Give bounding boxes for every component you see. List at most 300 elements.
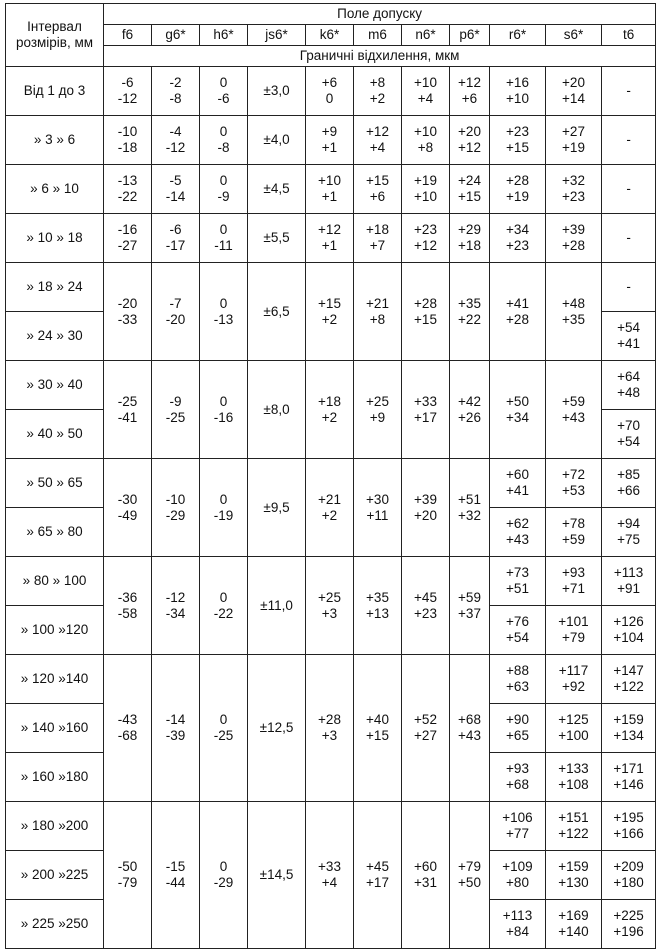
p6-cell [450, 263, 490, 361]
s6-upper: +125 [558, 712, 589, 727]
f6-lower: -27 [117, 238, 138, 253]
interval-cell: » 160 »180 [6, 753, 104, 802]
k6-cell [306, 459, 354, 557]
m6-upper: +18 [366, 222, 389, 237]
r6-upper: +41 [506, 295, 529, 311]
r6-cell [490, 67, 546, 116]
n6-lower: +31 [414, 875, 437, 890]
interval-cell: » 180 »200 [6, 802, 104, 851]
n6-upper: +19 [414, 173, 437, 188]
g6-cell [152, 263, 200, 361]
p6-cell [450, 214, 490, 263]
f6-upper: -13 [117, 173, 138, 188]
n6-lower: +12 [414, 238, 437, 253]
f6-upper: -6 [121, 75, 134, 90]
s6-cell [546, 900, 602, 949]
k6-upper: +33 [318, 859, 341, 874]
r6-upper: +109 [502, 859, 533, 874]
g6-upper: -5 [169, 173, 182, 188]
r6-upper: +113 [502, 908, 533, 923]
g6-upper: -6 [169, 222, 182, 237]
m6-upper: +12 [366, 124, 389, 139]
r6-cell [490, 361, 546, 459]
r6-upper: +73 [506, 565, 529, 580]
t6-cell [602, 508, 656, 557]
t6-lower: +75 [617, 532, 641, 547]
interval-cell: » 100 »120 [6, 606, 104, 655]
s6-upper: +101 [558, 614, 589, 629]
k6-cell [306, 557, 354, 655]
k6-lower: +1 [321, 140, 338, 155]
s6-lower: +140 [558, 924, 589, 939]
g6-cell [152, 214, 200, 263]
r6-upper: +93 [506, 761, 529, 776]
h6-cell [200, 557, 248, 655]
k6-lower: +1 [321, 238, 338, 253]
t6-upper: +225 [613, 908, 644, 923]
g6-cell [152, 361, 200, 459]
p6-cell [450, 116, 490, 165]
p6-cell [450, 459, 490, 557]
s6-lower: +100 [558, 728, 589, 743]
f6-cell [104, 802, 152, 949]
t6-cell [602, 606, 656, 655]
f6-cell [104, 459, 152, 557]
m6-lower: +8 [369, 311, 386, 327]
k6-upper: +18 [318, 393, 341, 409]
r6-lower: +28 [506, 311, 529, 327]
js6-cell: ±8,0 [248, 361, 306, 459]
t6-upper: +54 [617, 320, 641, 335]
h6-cell [200, 459, 248, 557]
s6-cell [546, 851, 602, 900]
table-row [6, 116, 656, 165]
col-header-g6: g6* [152, 25, 200, 46]
t6-upper: +209 [613, 859, 644, 874]
s6-lower: +79 [562, 630, 585, 645]
js6-cell: ±6,5 [248, 263, 306, 361]
g6-lower: -20 [165, 311, 186, 327]
h6-upper: 0 [219, 589, 228, 605]
s6-upper: +32 [562, 173, 585, 188]
p6-lower: +50 [458, 875, 481, 890]
s6-lower: +59 [562, 532, 585, 547]
s6-upper: +78 [562, 516, 585, 531]
m6-upper: +8 [369, 75, 386, 90]
n6-lower: +23 [414, 605, 437, 621]
s6-lower: +71 [562, 581, 585, 596]
s6-cell [546, 606, 602, 655]
m6-lower: +17 [366, 875, 389, 890]
m6-lower: +11 [366, 507, 389, 523]
s6-cell [546, 802, 602, 851]
m6-cell [354, 263, 402, 361]
k6-cell [306, 802, 354, 949]
g6-upper: -15 [165, 859, 186, 874]
k6-cell [306, 67, 354, 116]
g6-cell [152, 67, 200, 116]
t6-lower: +166 [613, 826, 644, 841]
k6-lower: +1 [321, 189, 338, 204]
f6-cell [104, 165, 152, 214]
p6-upper: +51 [458, 491, 481, 507]
interval-cell: » 120 »140 [6, 655, 104, 704]
h6-upper: 0 [219, 491, 228, 507]
h6-cell [200, 655, 248, 802]
col-header-t6: t6 [602, 25, 656, 46]
js6-cell: ±4,0 [248, 116, 306, 165]
f6-cell [104, 214, 152, 263]
interval-header: Інтервал розмірів, мм [6, 4, 104, 67]
g6-lower: -34 [165, 605, 186, 621]
col-header-n6: n6* [402, 25, 450, 46]
interval-cell: » 80 » 100 [6, 557, 104, 606]
r6-lower: +77 [506, 826, 529, 841]
table-row [6, 459, 656, 508]
table-row [6, 214, 656, 263]
n6-upper: +39 [414, 491, 437, 507]
f6-lower: -79 [117, 875, 138, 890]
n6-cell [402, 214, 450, 263]
tolerance-table [5, 3, 656, 949]
p6-cell [450, 557, 490, 655]
n6-cell [402, 802, 450, 949]
p6-upper: +20 [458, 124, 481, 139]
p6-lower: +6 [461, 91, 478, 106]
h6-upper: 0 [219, 173, 228, 188]
k6-upper: +15 [318, 295, 341, 311]
t6-cell: - [602, 116, 656, 165]
k6-lower: +2 [321, 311, 338, 327]
r6-lower: +41 [506, 483, 529, 498]
m6-cell [354, 116, 402, 165]
s6-cell [546, 557, 602, 606]
t6-lower: +48 [617, 385, 641, 400]
col-header-m6: m6 [354, 25, 402, 46]
k6-lower: +3 [321, 605, 338, 621]
t6-cell [602, 753, 656, 802]
r6-cell [490, 508, 546, 557]
h6-lower: -25 [213, 728, 234, 743]
r6-cell [490, 802, 546, 851]
p6-lower: +15 [458, 189, 481, 204]
f6-upper: -10 [117, 124, 138, 139]
p6-lower: +43 [458, 728, 481, 743]
js6-cell: ±5,5 [248, 214, 306, 263]
m6-upper: +15 [366, 173, 389, 188]
m6-upper: +21 [366, 295, 389, 311]
t6-upper: +159 [613, 712, 644, 727]
interval-cell: » 18 » 24 [6, 263, 104, 312]
p6-upper: +29 [458, 222, 481, 237]
s6-upper: +117 [558, 663, 589, 678]
m6-lower: +9 [369, 409, 386, 425]
r6-cell [490, 753, 546, 802]
p6-upper: +59 [458, 589, 481, 605]
m6-lower: +6 [369, 189, 386, 204]
n6-lower: +4 [417, 91, 434, 106]
h6-upper: 0 [219, 859, 228, 874]
k6-lower: +2 [321, 409, 338, 425]
k6-cell [306, 655, 354, 802]
table-row [6, 67, 656, 116]
k6-upper: +6 [321, 75, 338, 90]
p6-upper: +12 [458, 75, 481, 90]
p6-cell [450, 361, 490, 459]
s6-cell [546, 116, 602, 165]
g6-cell [152, 116, 200, 165]
m6-upper: +35 [366, 589, 389, 605]
js6-cell: ±12,5 [248, 655, 306, 802]
h6-upper: 0 [219, 75, 228, 90]
s6-upper: +93 [562, 565, 585, 580]
s6-cell [546, 214, 602, 263]
p6-lower: +18 [458, 238, 481, 253]
k6-lower: +4 [321, 875, 338, 890]
h6-cell [200, 361, 248, 459]
k6-cell [306, 263, 354, 361]
k6-upper: +12 [318, 222, 341, 237]
k6-upper: +28 [318, 712, 341, 727]
g6-lower: -44 [165, 875, 186, 890]
r6-upper: +34 [506, 222, 529, 237]
p6-lower: +32 [458, 507, 481, 523]
n6-lower: +27 [414, 728, 437, 743]
m6-upper: +40 [366, 712, 389, 727]
h6-upper: 0 [219, 712, 228, 727]
f6-lower: -49 [117, 507, 138, 523]
s6-lower: +108 [558, 777, 589, 792]
s6-cell [546, 655, 602, 704]
k6-lower: +2 [321, 507, 338, 523]
interval-cell: » 50 » 65 [6, 459, 104, 508]
n6-cell [402, 67, 450, 116]
interval-cell: » 140 »160 [6, 704, 104, 753]
r6-upper: +88 [506, 663, 529, 678]
s6-upper: +159 [558, 859, 589, 874]
m6-cell [354, 557, 402, 655]
f6-upper: -16 [117, 222, 138, 237]
p6-upper: +24 [458, 173, 481, 188]
t6-lower: +146 [613, 777, 644, 792]
n6-upper: +52 [414, 712, 437, 727]
m6-lower: +7 [369, 238, 386, 253]
r6-lower: +15 [506, 140, 529, 155]
n6-upper: +45 [414, 589, 437, 605]
t6-cell [602, 410, 656, 459]
r6-cell [490, 655, 546, 704]
js6-cell: ±4,5 [248, 165, 306, 214]
r6-lower: +63 [506, 679, 529, 694]
h6-upper: 0 [219, 393, 228, 409]
r6-upper: +106 [502, 810, 533, 825]
p6-cell [450, 655, 490, 802]
t6-cell [602, 851, 656, 900]
k6-cell [306, 116, 354, 165]
g6-upper: -10 [165, 491, 186, 507]
t6-lower: +104 [613, 630, 644, 645]
m6-cell [354, 655, 402, 802]
f6-cell [104, 557, 152, 655]
r6-cell [490, 851, 546, 900]
r6-cell [490, 557, 546, 606]
f6-cell [104, 116, 152, 165]
t6-cell: - [602, 165, 656, 214]
m6-lower: +2 [369, 91, 386, 106]
col-header-f6: f6 [104, 25, 152, 46]
g6-lower: -12 [165, 140, 186, 155]
js6-cell: ±9,5 [248, 459, 306, 557]
table-row [6, 361, 656, 410]
m6-cell [354, 67, 402, 116]
r6-lower: +43 [506, 532, 529, 547]
s6-cell [546, 361, 602, 459]
m6-upper: +45 [366, 859, 389, 874]
s6-cell [546, 165, 602, 214]
col-header-p6: p6* [450, 25, 490, 46]
n6-upper: +28 [414, 295, 437, 311]
r6-cell [490, 165, 546, 214]
n6-upper: +10 [414, 75, 437, 90]
h6-upper: 0 [219, 124, 228, 139]
h6-lower: -13 [213, 311, 234, 327]
h6-lower: -16 [213, 409, 234, 425]
m6-lower: +15 [366, 728, 389, 743]
p6-cell [450, 802, 490, 949]
h6-cell [200, 802, 248, 949]
k6-cell [306, 361, 354, 459]
s6-lower: +53 [562, 483, 585, 498]
t6-cell [602, 361, 656, 410]
f6-lower: -68 [117, 728, 138, 743]
h6-lower: -19 [213, 507, 234, 523]
h6-cell [200, 67, 248, 116]
n6-lower: +8 [417, 140, 434, 155]
r6-cell [490, 214, 546, 263]
n6-cell [402, 655, 450, 802]
r6-upper: +90 [506, 712, 529, 727]
t6-upper: +147 [613, 663, 644, 678]
f6-lower: -18 [117, 140, 138, 155]
r6-lower: +23 [506, 238, 529, 253]
g6-cell [152, 802, 200, 949]
t6-upper: +64 [617, 369, 641, 384]
s6-lower: +122 [558, 826, 589, 841]
m6-cell [354, 361, 402, 459]
r6-lower: +65 [506, 728, 529, 743]
s6-lower: +35 [562, 311, 585, 327]
r6-upper: +76 [506, 614, 529, 629]
s6-upper: +39 [562, 222, 585, 237]
interval-cell: » 30 » 40 [6, 361, 104, 410]
s6-upper: +48 [562, 295, 585, 311]
deviation-header: Граничні відхилення, мкм [104, 46, 656, 67]
col-header-s6: s6* [546, 25, 602, 46]
n6-cell [402, 361, 450, 459]
s6-lower: +130 [558, 875, 589, 890]
t6-cell: - [602, 214, 656, 263]
interval-cell: » 65 » 80 [6, 508, 104, 557]
s6-upper: +59 [562, 393, 585, 409]
f6-upper: -43 [117, 712, 138, 727]
n6-lower: +10 [414, 189, 437, 204]
s6-cell [546, 753, 602, 802]
r6-lower: +54 [506, 630, 529, 645]
r6-cell [490, 116, 546, 165]
g6-upper: -4 [169, 124, 182, 139]
t6-upper: +113 [613, 565, 644, 580]
s6-lower: +92 [562, 679, 585, 694]
k6-cell [306, 214, 354, 263]
f6-upper: -20 [117, 295, 138, 311]
g6-upper: -7 [169, 295, 182, 311]
f6-upper: -36 [117, 589, 138, 605]
t6-cell [602, 557, 656, 606]
n6-lower: +17 [414, 409, 437, 425]
s6-lower: +43 [562, 409, 585, 425]
r6-upper: +62 [506, 516, 529, 531]
f6-cell [104, 263, 152, 361]
n6-cell [402, 263, 450, 361]
t6-upper: +171 [613, 761, 644, 776]
interval-cell: » 225 »250 [6, 900, 104, 949]
h6-cell [200, 263, 248, 361]
r6-cell [490, 900, 546, 949]
g6-cell [152, 557, 200, 655]
g6-upper: -9 [169, 393, 182, 409]
h6-cell [200, 165, 248, 214]
t6-lower: +54 [617, 434, 641, 449]
h6-upper: 0 [219, 222, 228, 237]
f6-upper: -25 [117, 393, 138, 409]
f6-lower: -41 [117, 409, 138, 425]
r6-cell [490, 459, 546, 508]
h6-lower: -11 [214, 238, 233, 253]
k6-upper: +25 [318, 589, 341, 605]
t6-upper: +70 [617, 418, 641, 433]
f6-lower: -12 [117, 91, 138, 106]
p6-upper: +42 [458, 393, 481, 409]
s6-upper: +72 [562, 467, 585, 482]
m6-cell [354, 459, 402, 557]
p6-cell [450, 67, 490, 116]
t6-upper: +85 [617, 467, 641, 482]
t6-upper: +195 [613, 810, 644, 825]
f6-cell [104, 67, 152, 116]
g6-upper: -2 [169, 75, 182, 90]
p6-lower: +22 [458, 311, 481, 327]
n6-cell [402, 165, 450, 214]
r6-lower: +51 [506, 581, 529, 596]
s6-cell [546, 508, 602, 557]
table-row [6, 263, 656, 312]
interval-cell: » 10 » 18 [6, 214, 104, 263]
n6-upper: +60 [414, 859, 437, 874]
t6-lower: +91 [617, 581, 641, 596]
t6-lower: +196 [613, 924, 644, 939]
r6-lower: +68 [506, 777, 529, 792]
s6-upper: +133 [558, 761, 589, 776]
t6-lower: +66 [617, 483, 641, 498]
t6-lower: +180 [613, 875, 644, 890]
t6-cell: - [602, 263, 656, 312]
p6-lower: +26 [458, 409, 481, 425]
k6-cell [306, 165, 354, 214]
t6-lower: +134 [613, 728, 644, 743]
interval-cell: » 200 »225 [6, 851, 104, 900]
r6-upper: +16 [506, 75, 529, 90]
g6-lower: -39 [165, 728, 186, 743]
